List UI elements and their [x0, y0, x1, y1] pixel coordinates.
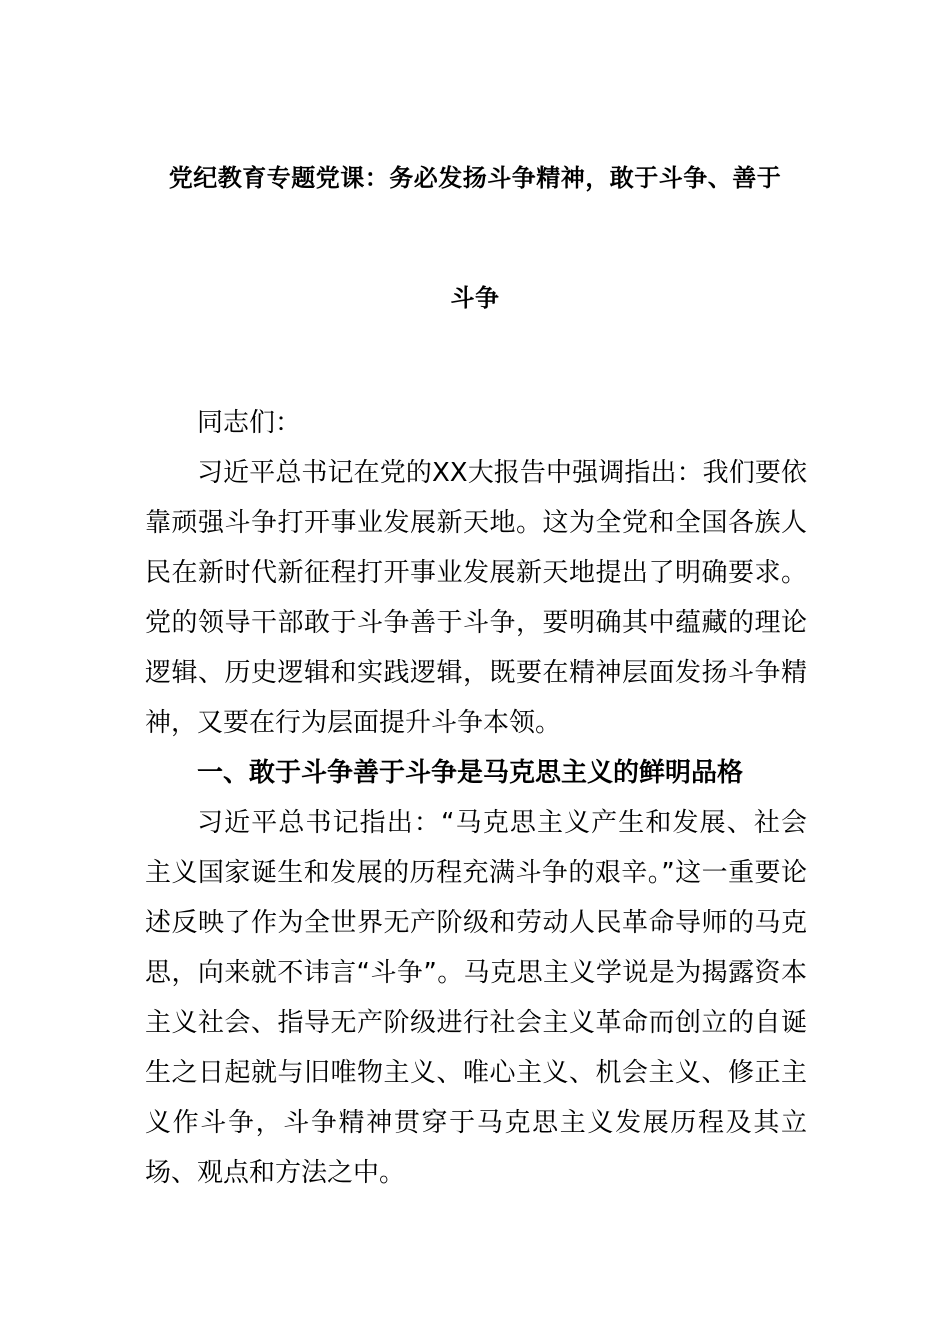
paragraph-section-1: 习近平总书记指出：“马克思主义产生和发展、社会主义国家诞生和发展的历程充满斗争的艰辛。”这一重要论述反映了作为全世界无产阶级和劳动人民革命导师的马克思，向来就不讳言“斗争”。马克思主义学说是为揭露资本主义社会、指导无产阶级进行社会主义革命而创立的自诞生之日起就与旧唯物主义、唯心主义、机会主义、修正主义作斗争，斗争精神贯穿于马克思主义发展历程及其立场、观点和方法之中。 — [145, 808, 807, 1188]
document-title-line-2: 斗争 — [450, 284, 500, 312]
section-heading-1: 一、敢于斗争善于斗争是马克思主义的鲜明品格 — [197, 758, 744, 788]
document-title-line-1: 党纪教育专题党课：务必发扬斗争精神，敢于斗争、善于 — [168, 164, 782, 192]
document-body — [145, 398, 807, 1198]
paragraph-intro: 习近平总书记在党的XX大报告中强调指出：我们要依靠顽强斗争打开事业发展新天地。这为全党和全国各族人民在新时代新征程打开事业发展新天地提出了明确要求。党的领导干部敢于斗争善于斗争，要明确其中蕴藏的理论逻辑、历史逻辑和实践逻辑，既要在精神层面发扬斗争精神，又要在行为层面提升斗争本领。 — [145, 458, 807, 738]
salutation: 同志们： — [197, 408, 302, 438]
